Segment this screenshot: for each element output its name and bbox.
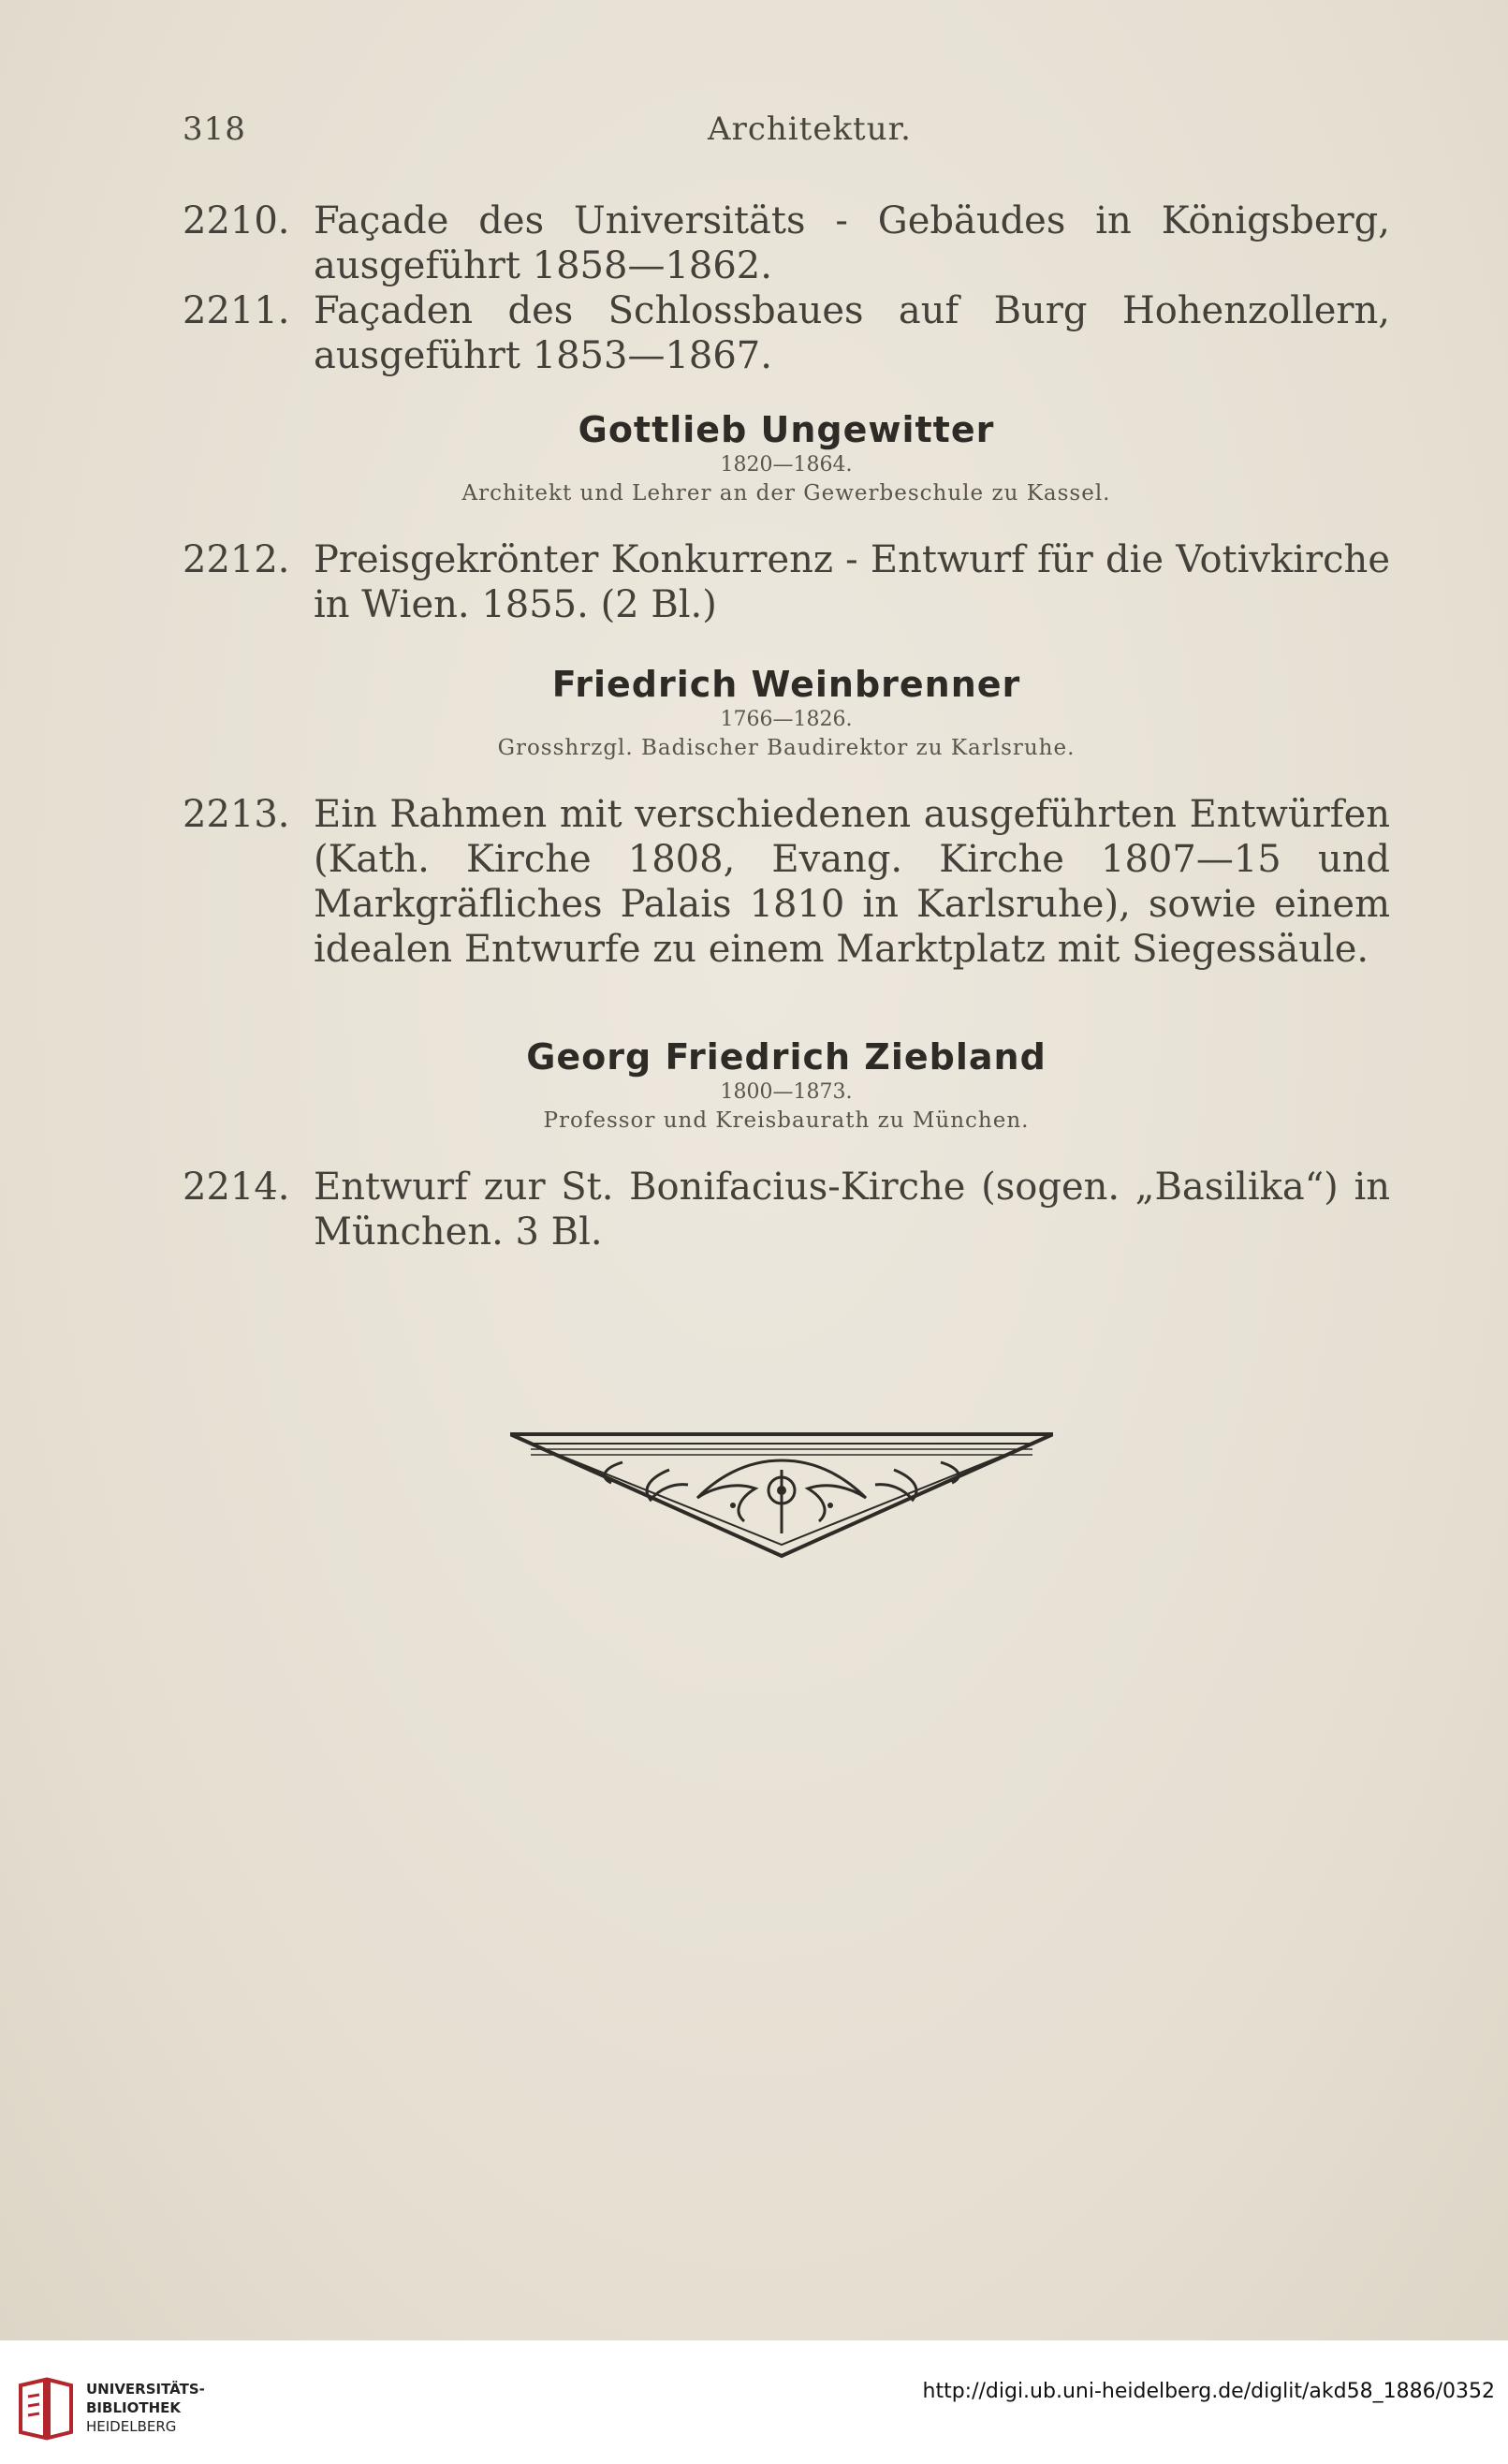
entry-text: Preisgekrönter Konkurrenz - Entwurf für die Votivkirche in Wien. 1855. (2 Bl.) <box>314 538 1390 626</box>
architect-dates: 1820—1864. <box>720 453 853 477</box>
entry-text: Ein Rahmen mit verschiedenen ausgeführten Entwürfen (Kath. Kirche 1808, Evang. Kirche 1807—15 und Markgräfliches Palais 1810 in Karlsruhe), sowie einem idealen Entwurfe zu einem Marktplatz mit Siegessäule. <box>314 793 1390 971</box>
library-footer <box>0 2340 1508 2464</box>
architect-name: Georg Friedrich Ziebland <box>526 1036 1047 1078</box>
entry-text: Façaden des Schlossbaues auf Burg Hohenzollern, ausgeführt 1853—1867. <box>314 289 1390 377</box>
running-title: Architektur. <box>708 110 912 148</box>
entry-number: 2213. <box>183 793 290 836</box>
architect-role: Professor und Kreisbaurath zu München. <box>543 1108 1030 1133</box>
page-number: 318 <box>183 110 246 148</box>
architect-heading <box>183 1035 1390 1135</box>
architect-heading <box>183 663 1390 762</box>
architect-role: Architekt und Lehrer an der Gewerbeschule zu Kassel. <box>461 481 1111 506</box>
architect-dates: 1766—1826. <box>720 708 853 731</box>
entry-text: Entwurf zur St. Bonifacius-Kirche (sogen. „Basilika“) in München. 3 Bl. <box>314 1166 1390 1254</box>
library-name: UNIVERSITÄTS- BIBLIOTHEK HEIDELBERG <box>86 2381 205 2435</box>
entry-number: 2210. <box>183 199 290 242</box>
architect-role: Grosshrzgl. Badischer Baudirektor zu Karlsruhe. <box>497 736 1076 760</box>
architect-dates: 1800—1873. <box>720 1080 853 1104</box>
entry-number: 2212. <box>183 538 290 581</box>
entry-text: Façade des Universitäts - Gebäudes in Königsberg, ausgeführt 1858—1862. <box>314 199 1390 287</box>
permalink-url[interactable]: http://digi.ub.uni-heidelberg.de/diglit/akd58_1886/0352 <box>922 2380 1495 2403</box>
entry-number: 2214. <box>183 1166 290 1209</box>
architect-heading <box>183 408 1390 507</box>
entry-number: 2211. <box>183 289 290 332</box>
ornament-tailpiece-icon <box>510 1423 1053 1563</box>
architect-name: Friedrich Weinbrenner <box>551 664 1021 705</box>
page-header <box>183 110 1381 157</box>
library-logo-icon <box>17 2376 75 2442</box>
architect-name: Gottlieb Ungewitter <box>578 409 995 450</box>
